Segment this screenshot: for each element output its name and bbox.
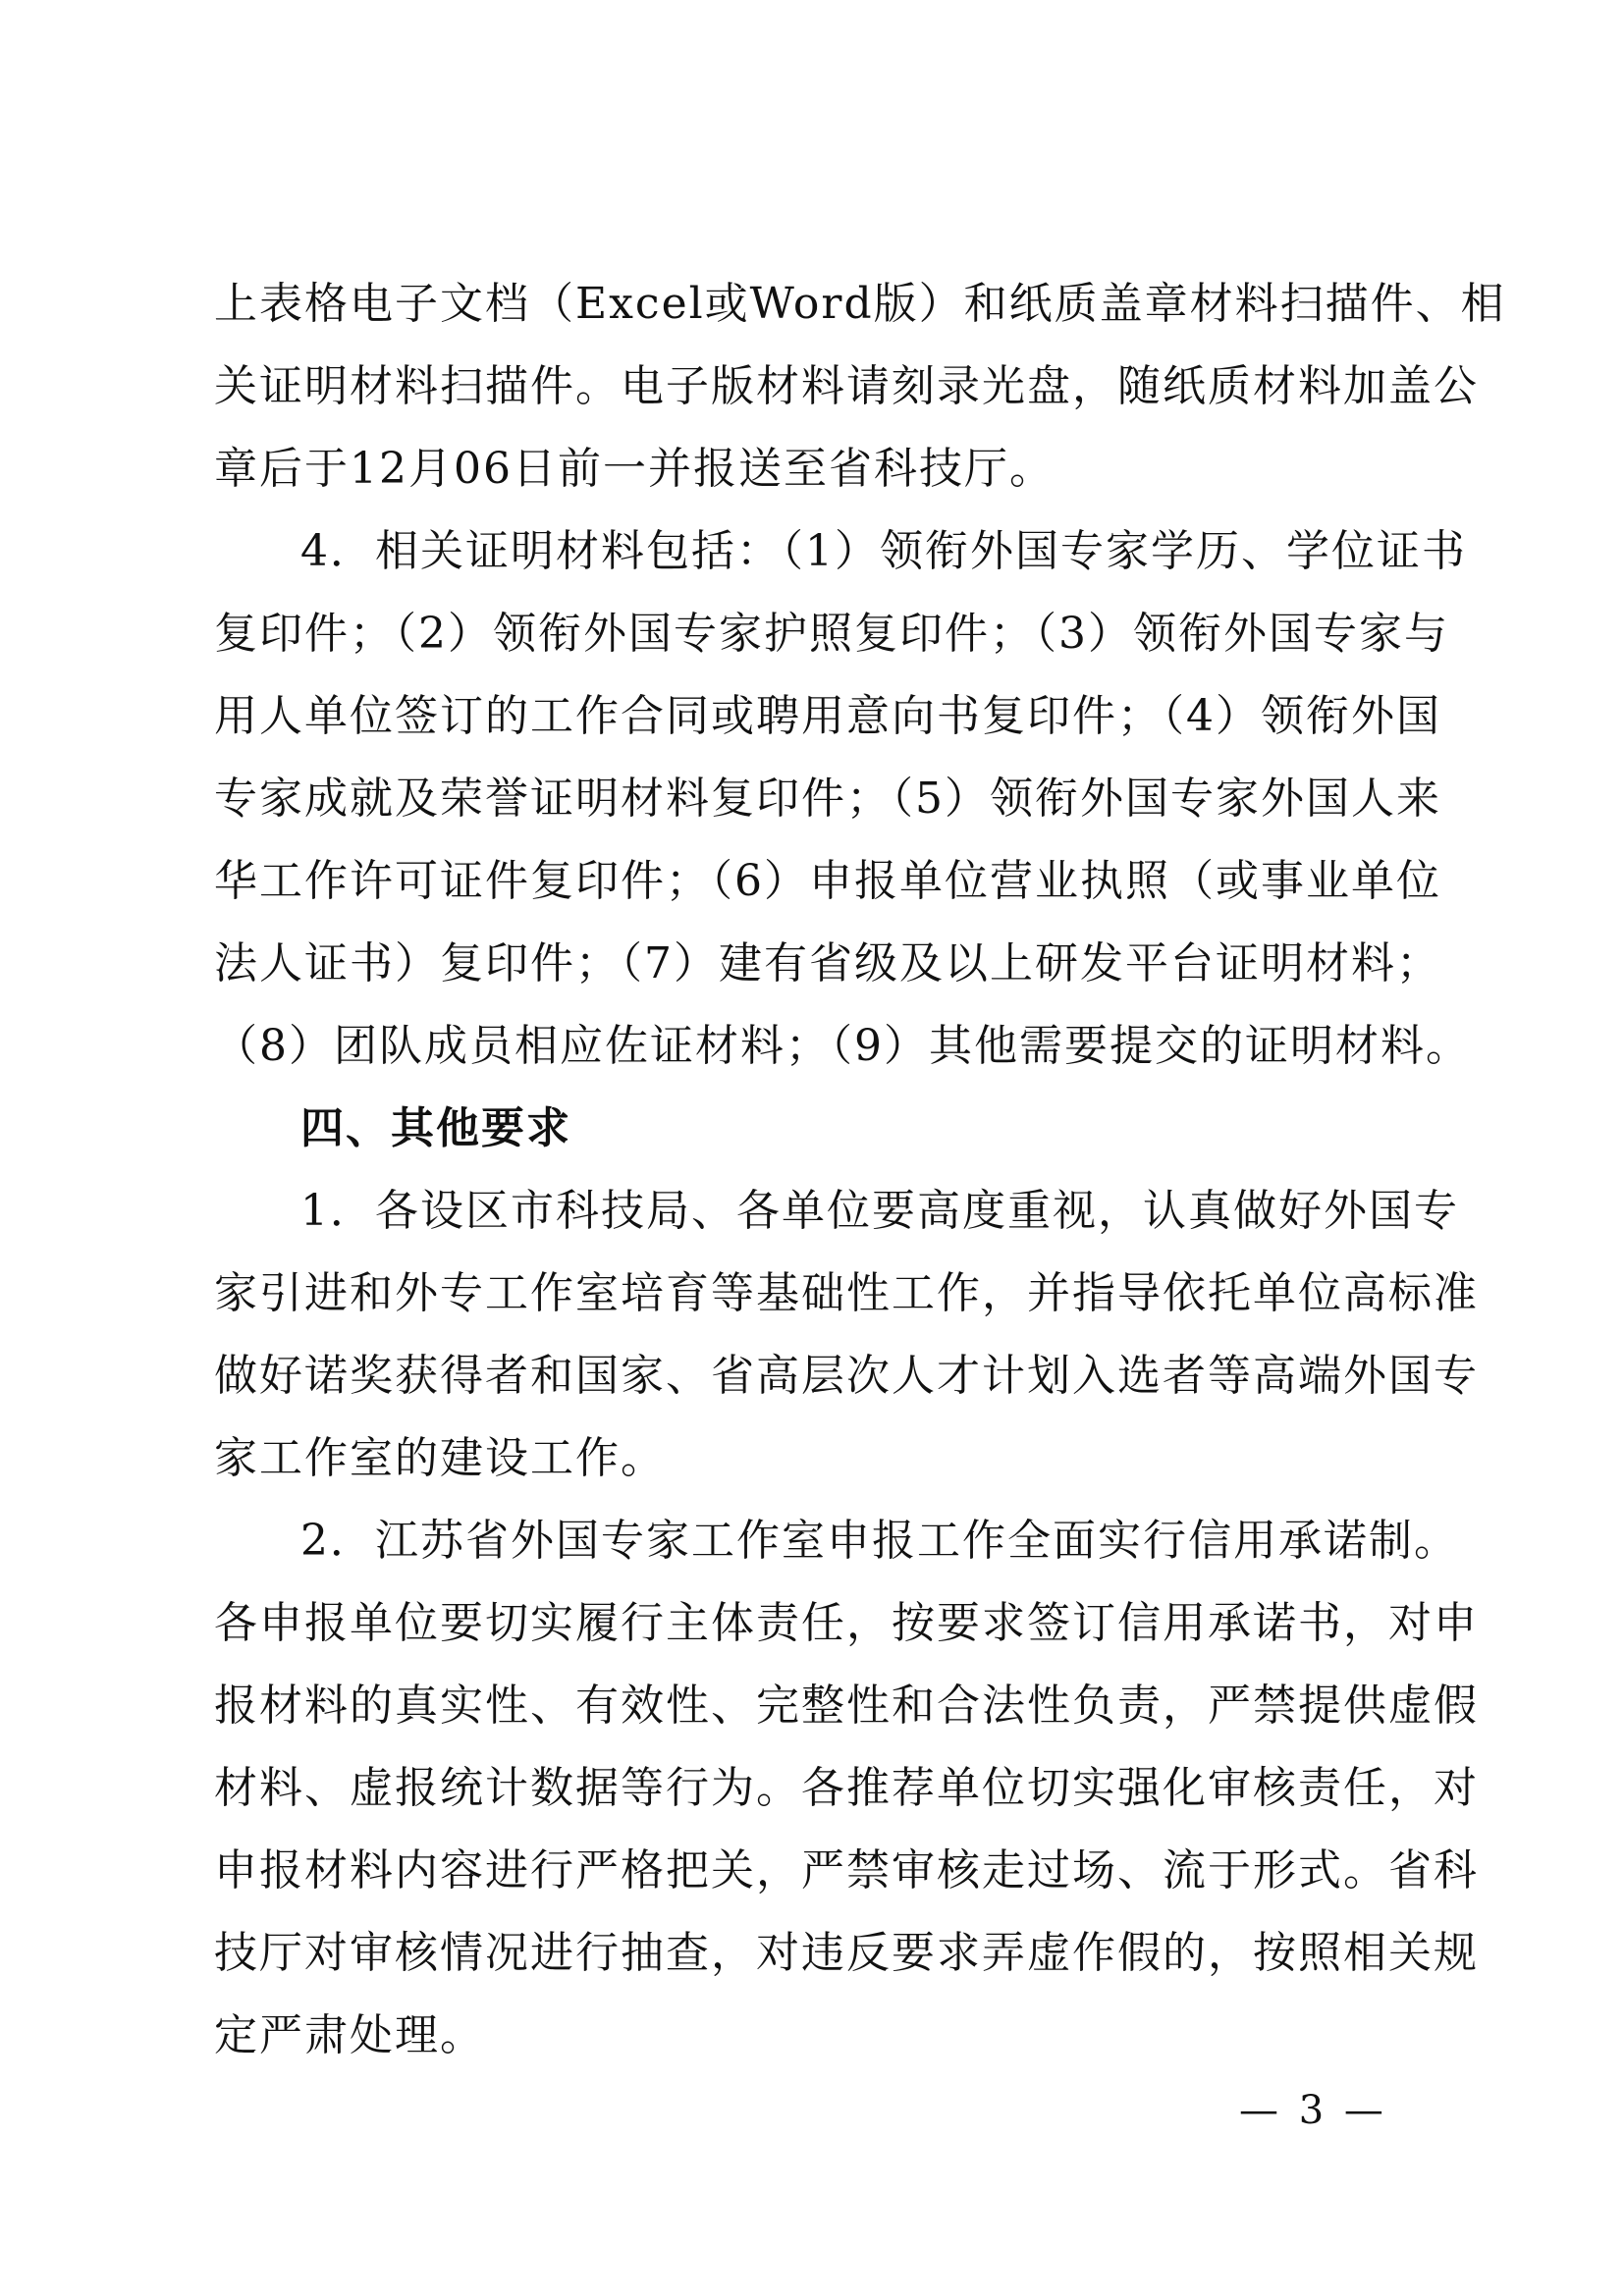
paragraph-line: 章后于12月06日前一并报送至省科技厅。 [214, 444, 1055, 494]
paragraph-line: 家工作室的建设工作。 [214, 1433, 666, 1483]
paragraph-line: 华工作许可证件复印件；（6）申报单位营业执照（或事业单位 [214, 856, 1441, 906]
paragraph-line: 法人证书）复印件；（7）建有省级及以上研发平台证明材料； [214, 938, 1441, 988]
paragraph-line: 定严肃处理。 [214, 2010, 485, 2060]
paragraph-line: 关证明材料扫描件。电子版材料请刻录光盘，随纸质材料加盖公 [214, 361, 1479, 411]
paragraph-line: 技厅对审核情况进行抽查，对违反要求弄虚作假的，按照相关规 [214, 1928, 1479, 1978]
paragraph-line: 家引进和外专工作室培育等基础性工作，并指导依托单位高标准 [214, 1268, 1479, 1318]
paragraph-line: （8）团队成员相应佐证材料；（9）其他需要提交的证明材料。 [214, 1021, 1471, 1071]
paragraph-line: 上表格电子文档（Excel或Word版）和纸质盖章材料扫描件、相 [214, 279, 1506, 329]
page-number: — 3 — [1239, 2088, 1387, 2133]
paragraph-line: 各申报单位要切实履行主体责任，按要求签订信用承诺书，对申 [214, 1598, 1479, 1648]
paragraph-line: 用人单位签订的工作合同或聘用意向书复印件；（4）领衔外国 [214, 691, 1441, 741]
paragraph-line: 复印件；（2）领衔外国专家护照复印件；（3）领衔外国专家与 [214, 609, 1449, 659]
paragraph-line: 做好诺奖获得者和国家、省高层次人才计划入选者等高端外国专 [214, 1351, 1479, 1401]
paragraph-line: 专家成就及荣誉证明材料复印件；（5）领衔外国专家外国人来 [214, 774, 1441, 824]
paragraph-line: 材料、虚报统计数据等行为。各推荐单位切实强化审核责任，对 [214, 1763, 1479, 1813]
paragraph-line: 2．江苏省外国专家工作室申报工作全面实行信用承诺制。 [300, 1516, 1459, 1566]
paragraph-line: 4．相关证明材料包括：（1）领衔外国专家学历、学位证书 [300, 526, 1467, 576]
document-body [214, 263, 1506, 2077]
paragraph-line: 1．各设区市科技局、各单位要高度重视，认真做好外国专 [300, 1186, 1459, 1236]
paragraph-line: 报材料的真实性、有效性、完整性和合法性负责，严禁提供虚假 [214, 1681, 1479, 1731]
section-heading: 四、其他要求 [300, 1103, 571, 1153]
paragraph-line: 申报材料内容进行严格把关，严禁审核走过场、流于形式。省科 [214, 1845, 1479, 1896]
